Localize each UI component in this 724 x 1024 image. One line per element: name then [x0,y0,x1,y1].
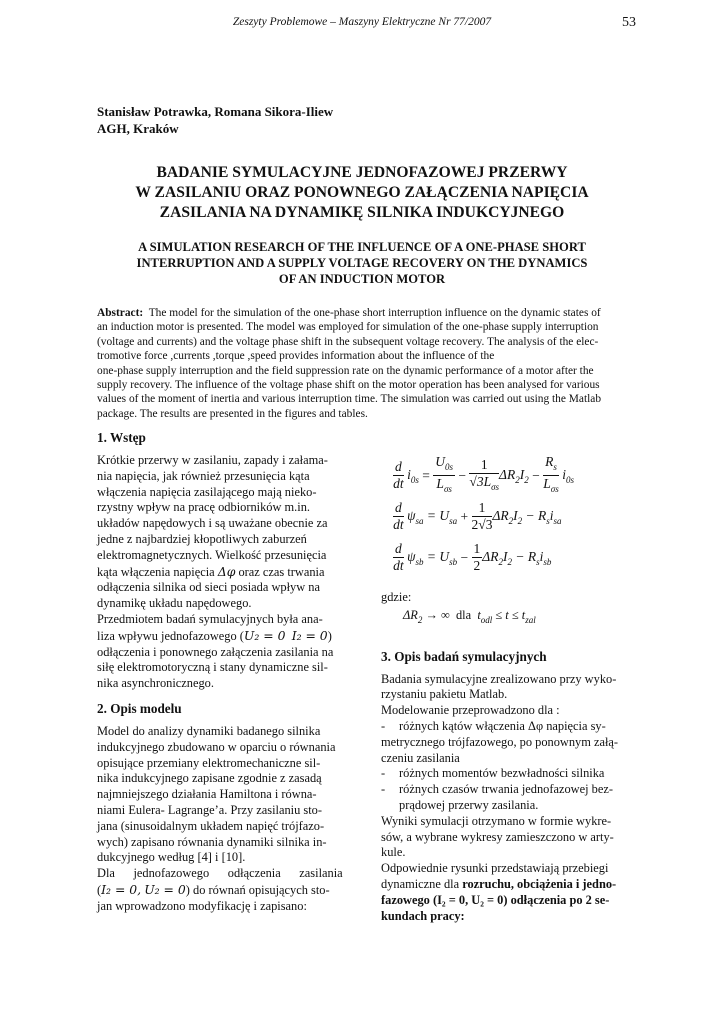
body-line: liza wpływu jednofazowego (U₂ = 0 I₂ = 0) [97,627,332,643]
gdzie-label: gdzie: [381,590,412,604]
page-number: 53 [622,15,636,30]
body-line: Wyniki symulacji otrzymano w formie wykre- [381,813,612,828]
abstract-line: one-phase supply interruption and the field suppression rate on the dynamic performance of a motor after the [97,364,594,377]
abstract-line: The model for the simulation of the one-phase short interruption influence on the dynamic states of [148,307,601,319]
body-line: niami Eulera- Lagrange’a. Przy zasilaniu sto- [97,802,323,817]
journal-title: Zeszyty Problemowe – Maszyny Elektryczne Nr 77/2007 [232,16,492,28]
title-en-line: A SIMULATION RESEARCH OF THE INFLUENCE OF A ONE-PHASE SHORT [138,240,586,254]
condition-u2: U₂ = 0 [144,881,186,897]
equation-2: $\frac{d}{dt}$ $\psi_{sa}$ = $U_{sa}$ + $\frac{1}{2√3}$ $\Delta R_2I_2 - R_si_{sa}$ [393,500,562,532]
body-line: wych) zapisano równania dynamiki silnika in- [97,834,327,849]
body-line: indukcyjnego zbudowano w oparciu o równania [97,739,336,754]
section-3-heading: 3. Opis badań symulacyjnych [381,648,547,664]
body-line: fazowego (I₂ = 0, U₂ = 0) odłączenia po 2 se- [381,892,610,907]
abstract-line: (voltage and currents) and the voltage phase shift in the subsequent voltage recovery. The analysis of the elec- [97,335,599,348]
abstract-line: an induction motor is presented. The model was employed for simulation of the one-phase supply interruption [97,321,599,334]
body-line: nia napięcia, jak również przesunięcia kąta [97,468,310,483]
condition-u2: U₂ = 0 [243,627,286,643]
equation-1: $\frac{d}{dt}$ $i_{0s}$ = $\frac{U_{0s}}{L_{\sigma s}}$ − $\frac{1}{√3L_{\sigma s}}$ $\Delta R_2I_2$ − $\frac{R_s}{L_{\sigma s}}$ $i_{0s}$ [393,454,575,494]
title-pl-line: W ZASILANIU ORAZ PONOWNEGO ZAŁĄCZENIA NAPIĘCIA [135,184,589,201]
body-line: (I₂ = 0, U₂ = 0) do równań opisujących sto- [97,881,330,897]
condition-expression: $\Delta R_2$ → ∞ dla $t_{odl} \le t \le t_{zal}$ [403,607,536,625]
authors-block [97,103,333,137]
body-line: dynamikę układu napędowego. [97,596,252,611]
condition-i2: I₂ = 0 [291,627,328,643]
left-column [97,430,356,915]
body-line: dukcyjnego według [4] i [10]. [97,850,246,865]
body-line: jana (sinusoidalnym układem napięć trójfazo- [97,818,325,833]
body-line: Przedmiotem badań symulacyjnych była ana- [97,611,323,626]
abstract [97,306,649,421]
equation-3: $\frac{d}{dt}$ $\psi_{sb}$ = $U_{sb}$ − $\frac{1}{2}$ $\Delta R_2I_2 - R_si_{sb}$ [393,541,552,573]
body-line: kule. [381,845,406,860]
list-item: metrycznego trójfazowego, po ponownym załą- [381,734,619,749]
list-item: - różnych czasów trwania jednofazowej bez- [381,782,613,797]
body-line: Odpowiednie rysunki przedstawiają przebiegi [381,861,609,876]
equation-block [393,455,574,578]
body-line: Badania symulacyjne zrealizowano przy wyko- [381,671,617,686]
body-line: dynamiczne dla rozruchu, obciążenia i jedno- [381,876,617,891]
abstract-label: Abstract: [97,307,144,319]
list-item: czeniu zasilania [381,750,460,765]
body-line: włączenia napięcia zasilającego mają nieko- [97,484,317,499]
body-line: układów napędowych i są uważane obecnie za [97,516,328,531]
right-column [381,590,651,924]
title-pl-line: BADANIE SYMULACYJNE JEDNOFAZOWEJ PRZERWY [156,164,568,181]
body-line: Model do analizy dynamiki badanego silnika [97,723,321,738]
abstract-line: values of the moment of inertia and various interruption time. The simulation was carried out using the Matlab [97,393,602,406]
body-line: rzystaniu pakietu Matlab. [381,687,508,702]
body-line: rzystny wpływ na pracę odbiorników m.in. [97,500,311,515]
body-line: kundach pracy: [381,908,465,923]
body-line: najmniejszego działania Hamiltona i równa- [97,787,317,802]
running-header [0,16,724,36]
body-line: odłączenia i ponownego załączenia zasilania na [97,644,334,659]
author-names: Stanisław Potrawka, Romana Sikora-Iliew [97,104,334,119]
abstract-line: package. The results are presented in the figures and tables. [97,407,368,420]
condition-i2: I₂ = 0, [101,881,142,897]
body-line: elektromagnetycznych. Wielkość przesunięcia [97,547,327,562]
title-en-line: OF AN INDUCTION MOTOR [278,272,446,286]
abstract-line: tromotive force ,currents ,torque ,speed provides information about the influence of the [97,350,495,363]
title-polish [97,163,627,223]
body-line: siłę elektromotoryczną i stany dynamiczne sil- [97,660,328,675]
body-line: nika asynchronicznego. [97,676,214,691]
section-1-heading: 1. Wstęp [97,430,146,445]
title-english [97,239,627,287]
affiliation: AGH, Kraków [97,121,179,136]
list-item: prądowej przerwy zasilania. [399,797,539,812]
body-line: kąta włączenia napięcia Δφ oraz czas trwania [97,563,325,579]
section-2-heading: 2. Opis modelu [97,700,182,716]
modelling-list [381,719,651,814]
body-line: Dla jednofazowego odłączenia zasilania [97,866,343,881]
list-item: - różnych kątów włączenia Δφ napięcia sy- [381,718,606,733]
body-line: jedne z najbardziej kłopotliwych zaburzeń [97,531,307,546]
body-line: Modelowanie przeprowadzono dla : [381,703,560,718]
body-line: nika indukcyjnego zapisane zgodnie z zasadą [97,771,322,786]
body-line: jan wprowadzono modyfikację i zapisano: [97,898,307,913]
abstract-line: supply recovery. The influence of the voltage phase shift on the motor operation has been analysed for various [97,379,600,392]
title-en-line: INTERRUPTION AND A SUPPLY VOLTAGE RECOVERY ON THE DYNAMICS [136,256,588,270]
list-item: - różnych momentów bezwładności silnika [381,766,605,781]
delta-phi-symbol: Δφ [217,563,236,579]
body-line: odłączenia silnika od sieci posiada wpływ na [97,580,320,595]
body-line: Krótkie przerwy w zasilaniu, zapady i załama- [97,453,328,467]
body-line: sów, a wybrane wykresy zamieszczono w arty- [381,829,614,844]
title-pl-line: ZASILANIA NA DYNAMIKĘ SILNIKA INDUKCYJNEGO [159,204,565,221]
body-line: opisujące przemiany elektromechaniczne sil- [97,755,321,770]
